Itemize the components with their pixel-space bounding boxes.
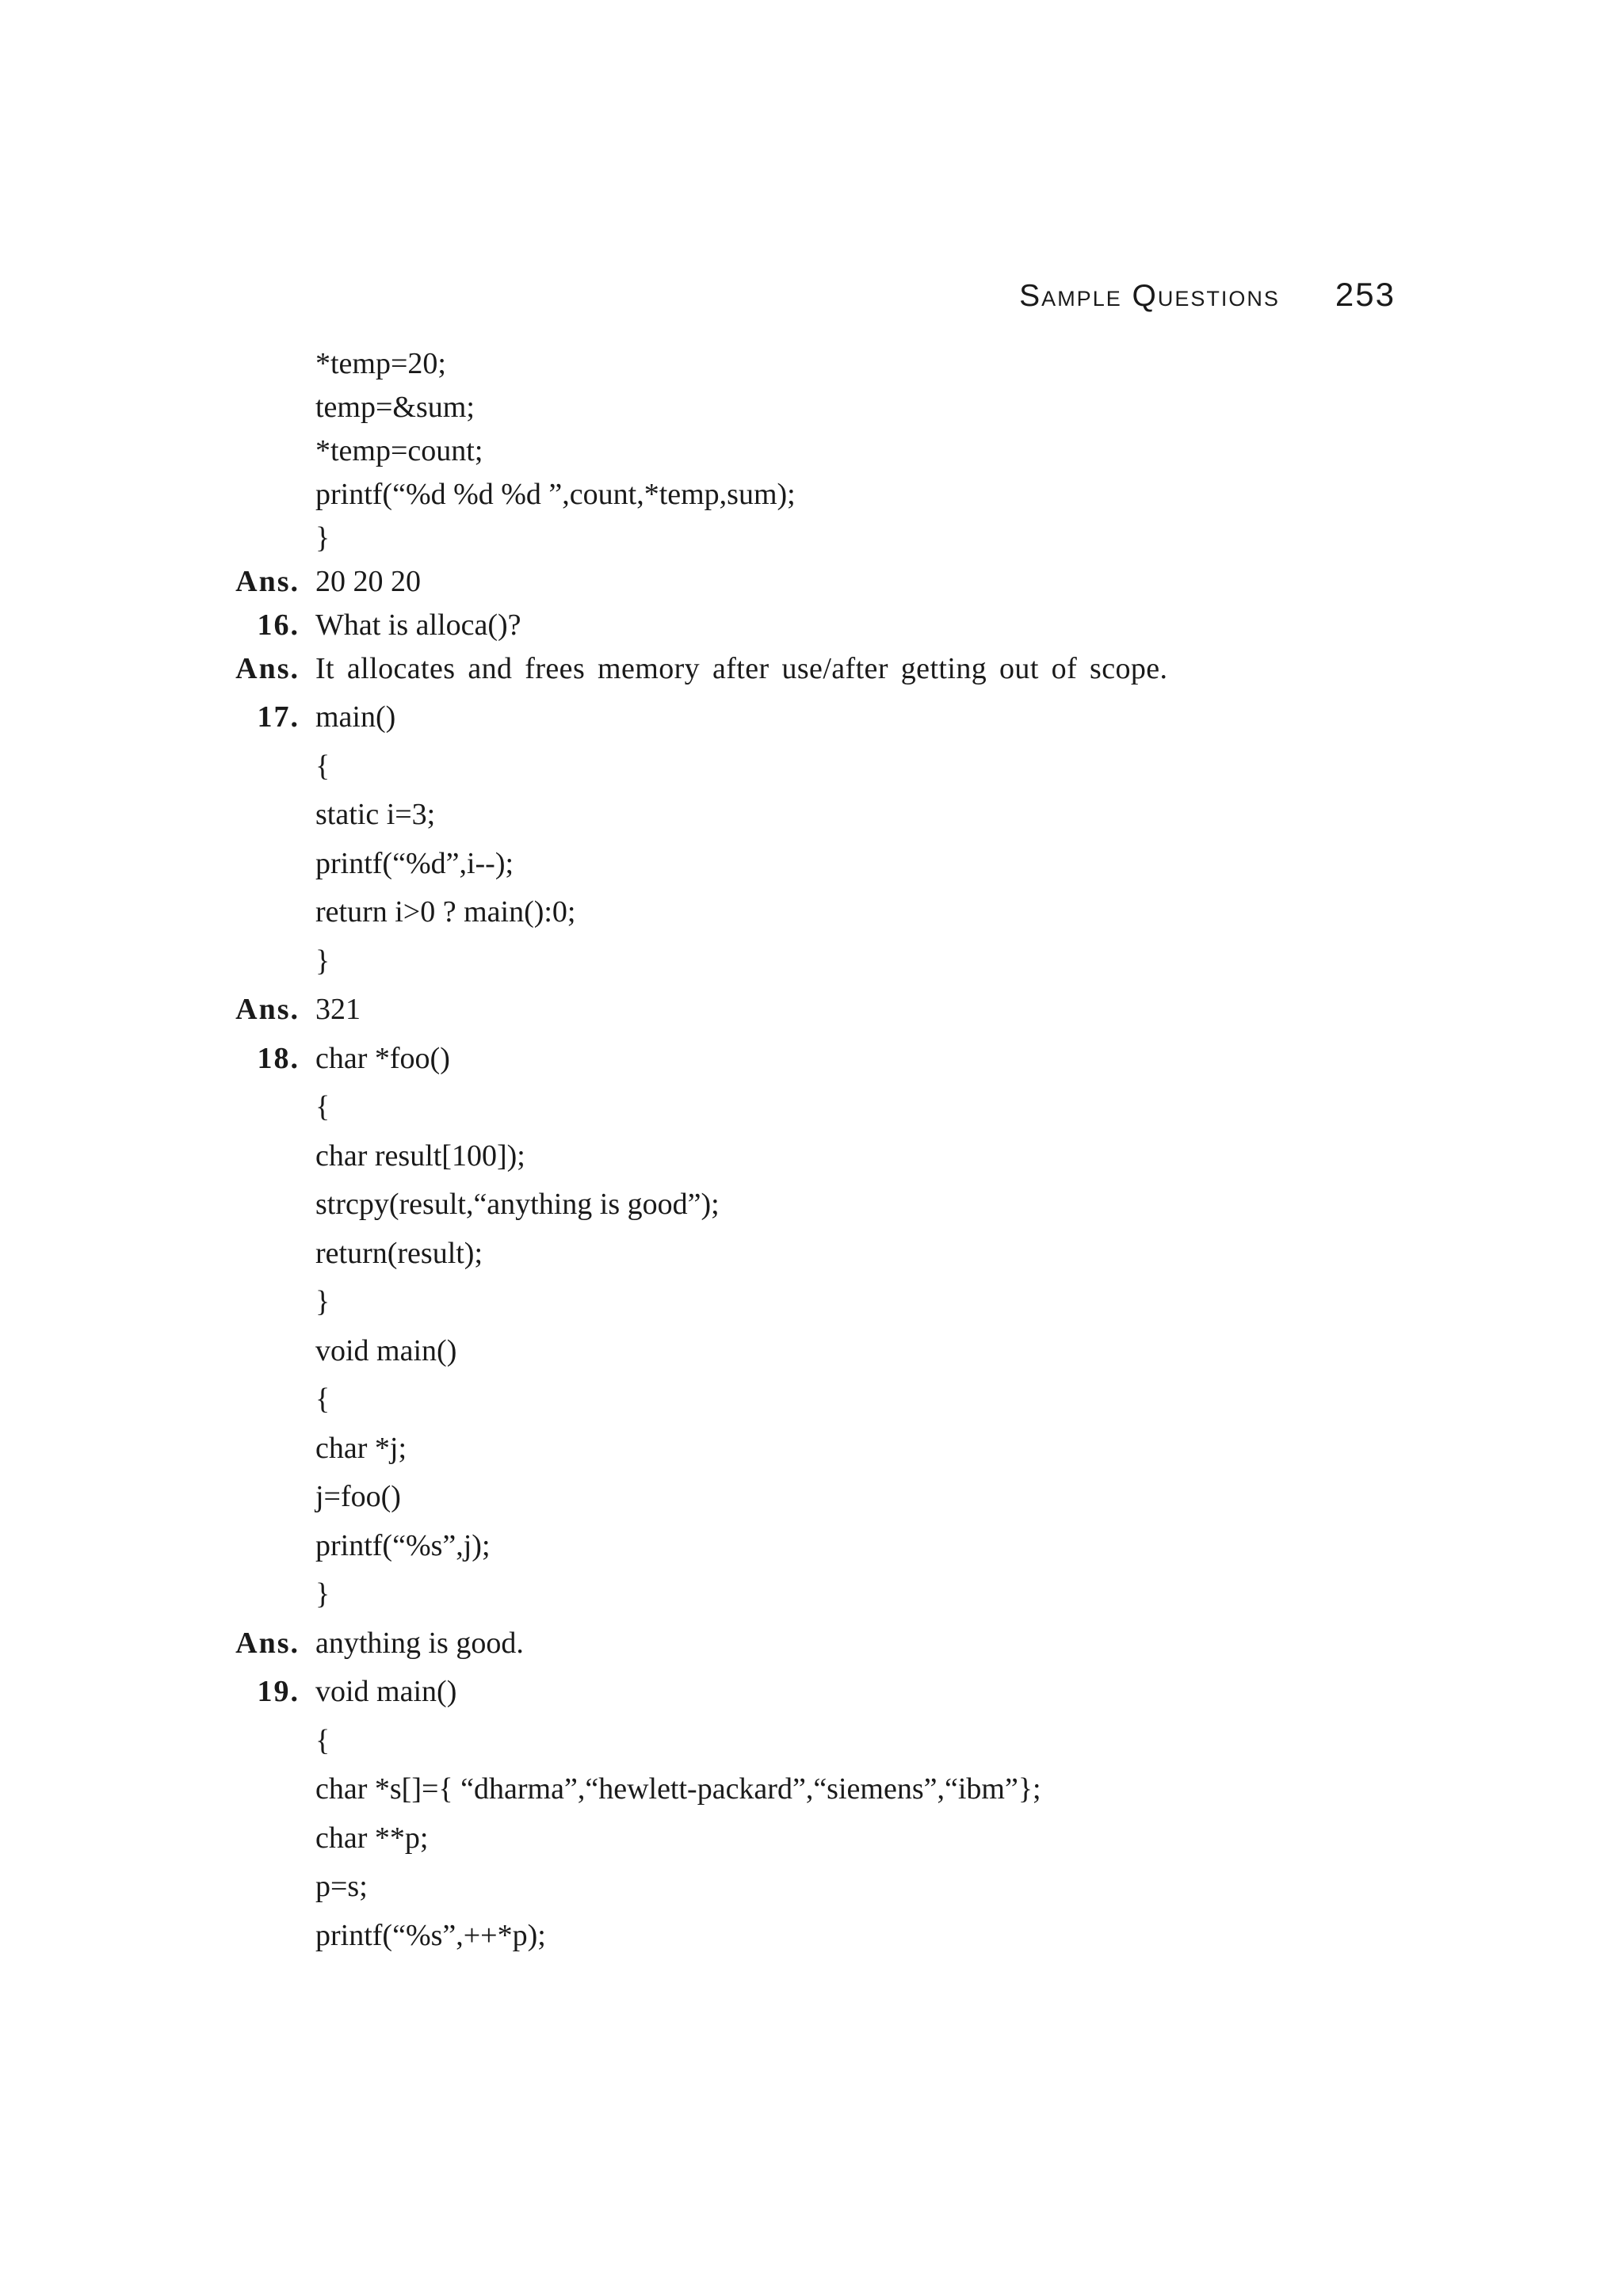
code-line: strcpy(result,“anything is good”); bbox=[315, 1188, 720, 1221]
code-line: printf(“%d”,i--); bbox=[315, 847, 514, 880]
answer-label: Ans. bbox=[235, 652, 300, 685]
answer-text: 20 20 20 bbox=[315, 565, 421, 598]
code-line: } bbox=[315, 1577, 330, 1611]
answer-text: It allocates and frees memory after use/after getting out of scope. bbox=[315, 652, 1168, 685]
code-line: void main() bbox=[315, 1675, 457, 1708]
code-line: } bbox=[315, 1285, 330, 1318]
code-line: char *j; bbox=[315, 1432, 407, 1465]
code-line: char result[100]); bbox=[315, 1139, 525, 1173]
answer-text: 321 bbox=[315, 993, 361, 1026]
question-number: 16. bbox=[257, 608, 300, 642]
code-line: main() bbox=[315, 700, 396, 734]
code-line: return(result); bbox=[315, 1237, 483, 1270]
answer-text: anything is good. bbox=[315, 1627, 524, 1660]
code-line: } bbox=[315, 521, 330, 555]
question-number: 19. bbox=[257, 1675, 300, 1708]
code-line: *temp=20; bbox=[315, 347, 446, 380]
code-line: { bbox=[315, 1090, 330, 1123]
code-line: } bbox=[315, 944, 330, 978]
question-text: What is alloca()? bbox=[315, 608, 521, 642]
code-line: printf(“%d %d %d ”,count,*temp,sum); bbox=[315, 478, 796, 511]
answer-label: Ans. bbox=[235, 1627, 300, 1660]
code-line: printf(“%s”,++*p); bbox=[315, 1919, 546, 1952]
code-line: char *foo() bbox=[315, 1042, 450, 1075]
code-line: temp=&sum; bbox=[315, 391, 475, 424]
code-line: char **p; bbox=[315, 1821, 429, 1855]
question-number: 17. bbox=[257, 700, 300, 734]
running-head-title: Sample Questions bbox=[1019, 279, 1280, 313]
code-line: p=s; bbox=[315, 1870, 368, 1903]
answer-label: Ans. bbox=[235, 565, 300, 598]
running-head bbox=[1019, 276, 1396, 323]
code-line: { bbox=[315, 1724, 330, 1757]
code-line: printf(“%s”,j); bbox=[315, 1529, 491, 1562]
code-line: j=foo() bbox=[315, 1480, 401, 1513]
answer-label: Ans. bbox=[235, 993, 300, 1026]
question-number: 18. bbox=[257, 1042, 300, 1075]
code-line: return i>0 ? main():0; bbox=[315, 895, 576, 929]
page-number: 253 bbox=[1335, 276, 1396, 313]
code-line: void main() bbox=[315, 1334, 457, 1367]
code-line: { bbox=[315, 749, 330, 783]
code-line: char *s[]={ “dharma”,“hewlett-packard”,“siemens”,“ibm”}; bbox=[315, 1772, 1041, 1806]
code-line: static i=3; bbox=[315, 798, 436, 831]
code-line: { bbox=[315, 1383, 330, 1416]
code-line: *temp=count; bbox=[315, 434, 483, 467]
